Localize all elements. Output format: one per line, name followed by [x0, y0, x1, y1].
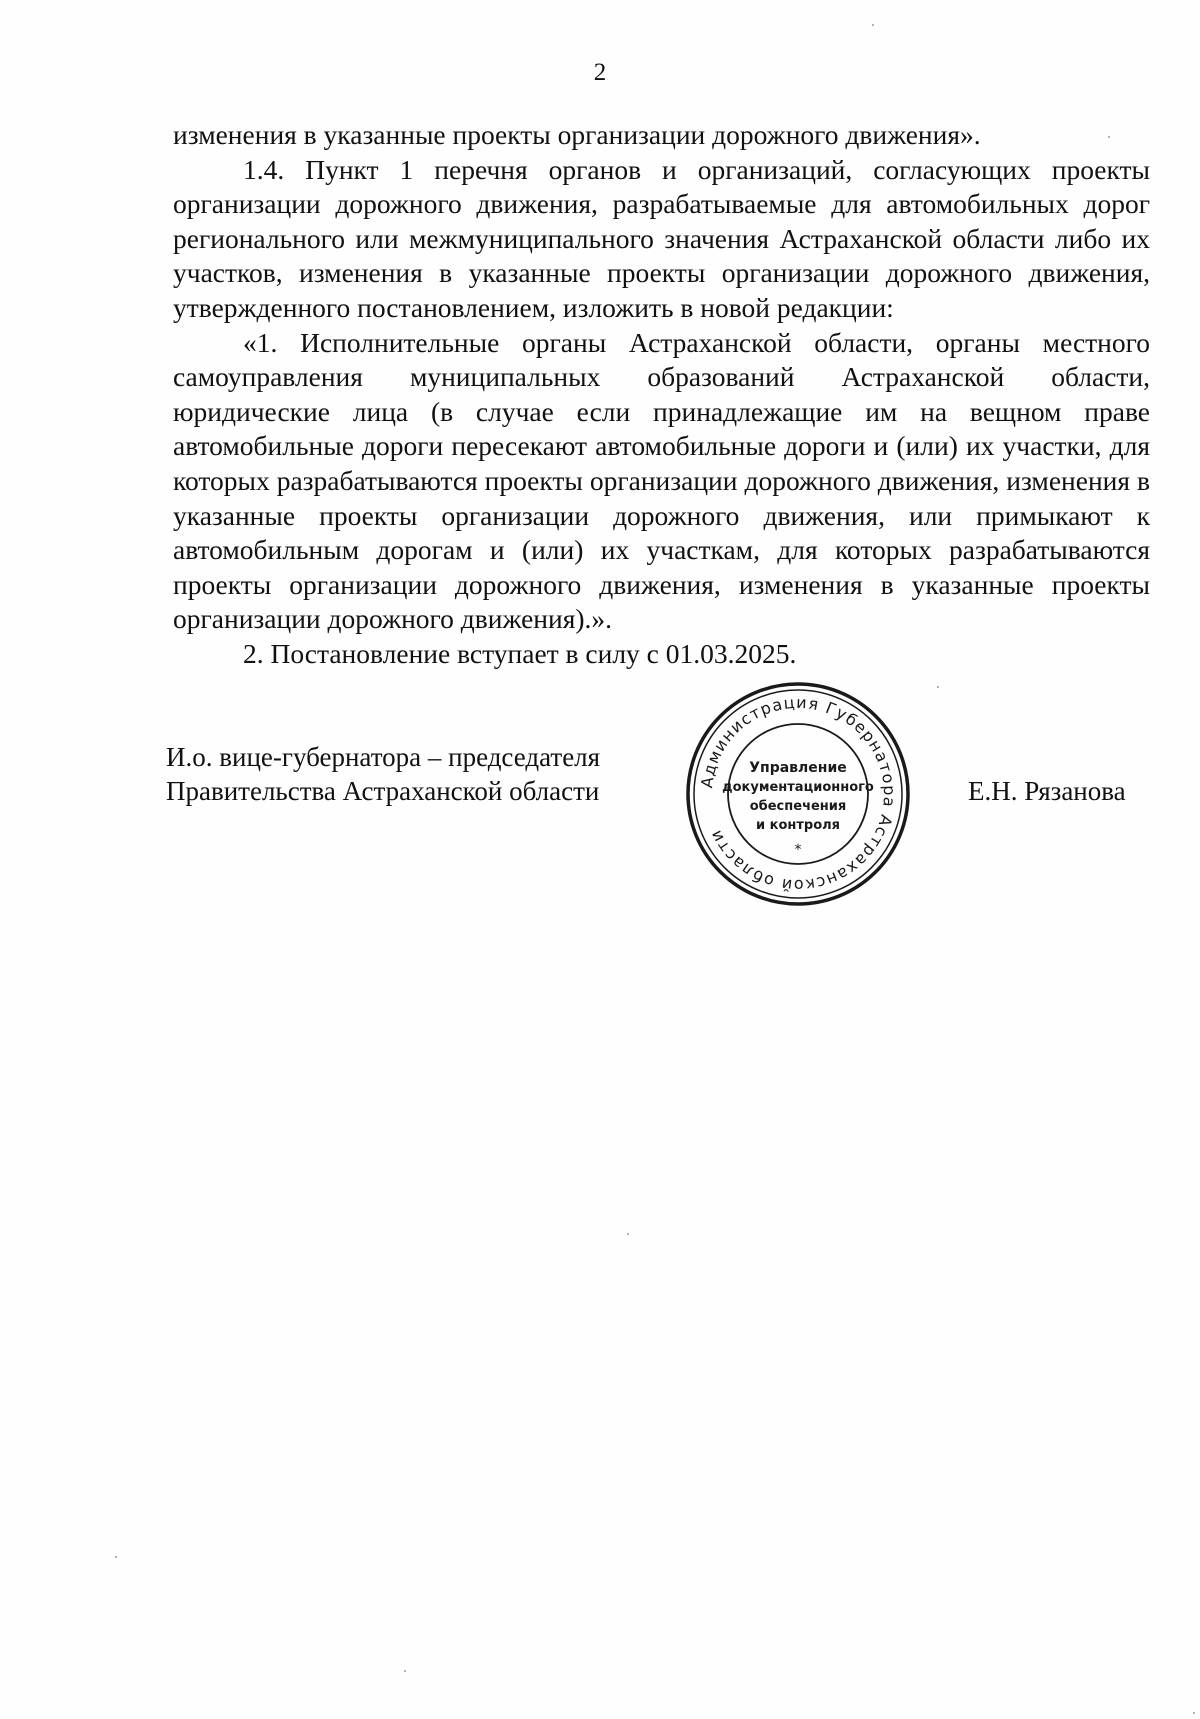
- document-body: [173, 118, 1150, 672]
- scan-speck: [627, 1233, 629, 1235]
- seal-center-line-2: документационного: [722, 780, 874, 795]
- paragraph-quoted-item-1: «1. Исполнительные органы Астраханской области, органы местного самоуправления муниципальных образований Астраханской области, юридические лица (в случае если принадлежащие им на вещном праве автомобильные дороги пересекают автомобильные дороги и (или) их участки, для которых разрабатываются проекты организации дорожного движения, изменения в указанные проекты организации дорожного движения, или примыкают к автомобильным дорогам и (или) их участкам, для которых разрабатываются проекты организации дорожного движения, изменения в указанные проекты организации дорожного движения).».: [173, 326, 1150, 635]
- scan-speck: [115, 1556, 117, 1558]
- scan-speck: [1193, 1712, 1195, 1714]
- seal-center-line-3: обеспечения: [749, 799, 847, 814]
- signatory-position-line-1: И.о. вице-губернатора – председателя: [166, 742, 601, 772]
- paragraph-item-1-4: 1.4. Пункт 1 перечня органов и организаций, согласующих проекты организации дорожного движения, разрабатываемые для автомобильных дорог регионального или межмуниципального значения Астраханской области либо их участков, изменения в указанные проекты организации дорожного движения, утвержденного постановлением, изложить в новой редакции:: [173, 153, 1150, 323]
- scan-speck: [872, 24, 874, 26]
- official-seal: [684, 680, 912, 908]
- page-number: 2: [593, 59, 607, 86]
- signatory-position-line-2: Правительства Астраханской области: [166, 776, 600, 806]
- paragraph-continuation: изменения в указанные проекты организации дорожного движения».: [173, 119, 981, 150]
- signatory-position: [166, 740, 686, 808]
- scan-speck: [404, 1670, 406, 1672]
- seal-center-line-1: Управление: [749, 760, 847, 776]
- signatory-name: Е.Н. Рязанова: [968, 776, 1126, 806]
- seal-center-line-4: и контроля: [755, 818, 841, 833]
- paragraph-item-2: 2. Постановление вступает в силу с 01.03.2025.: [243, 637, 797, 669]
- scan-speck: [1108, 136, 1110, 138]
- seal-star: *: [794, 842, 802, 858]
- seal-ring-text: Администрация Губернатора Астраханской области: [697, 692, 900, 896]
- scan-speck: [937, 686, 939, 688]
